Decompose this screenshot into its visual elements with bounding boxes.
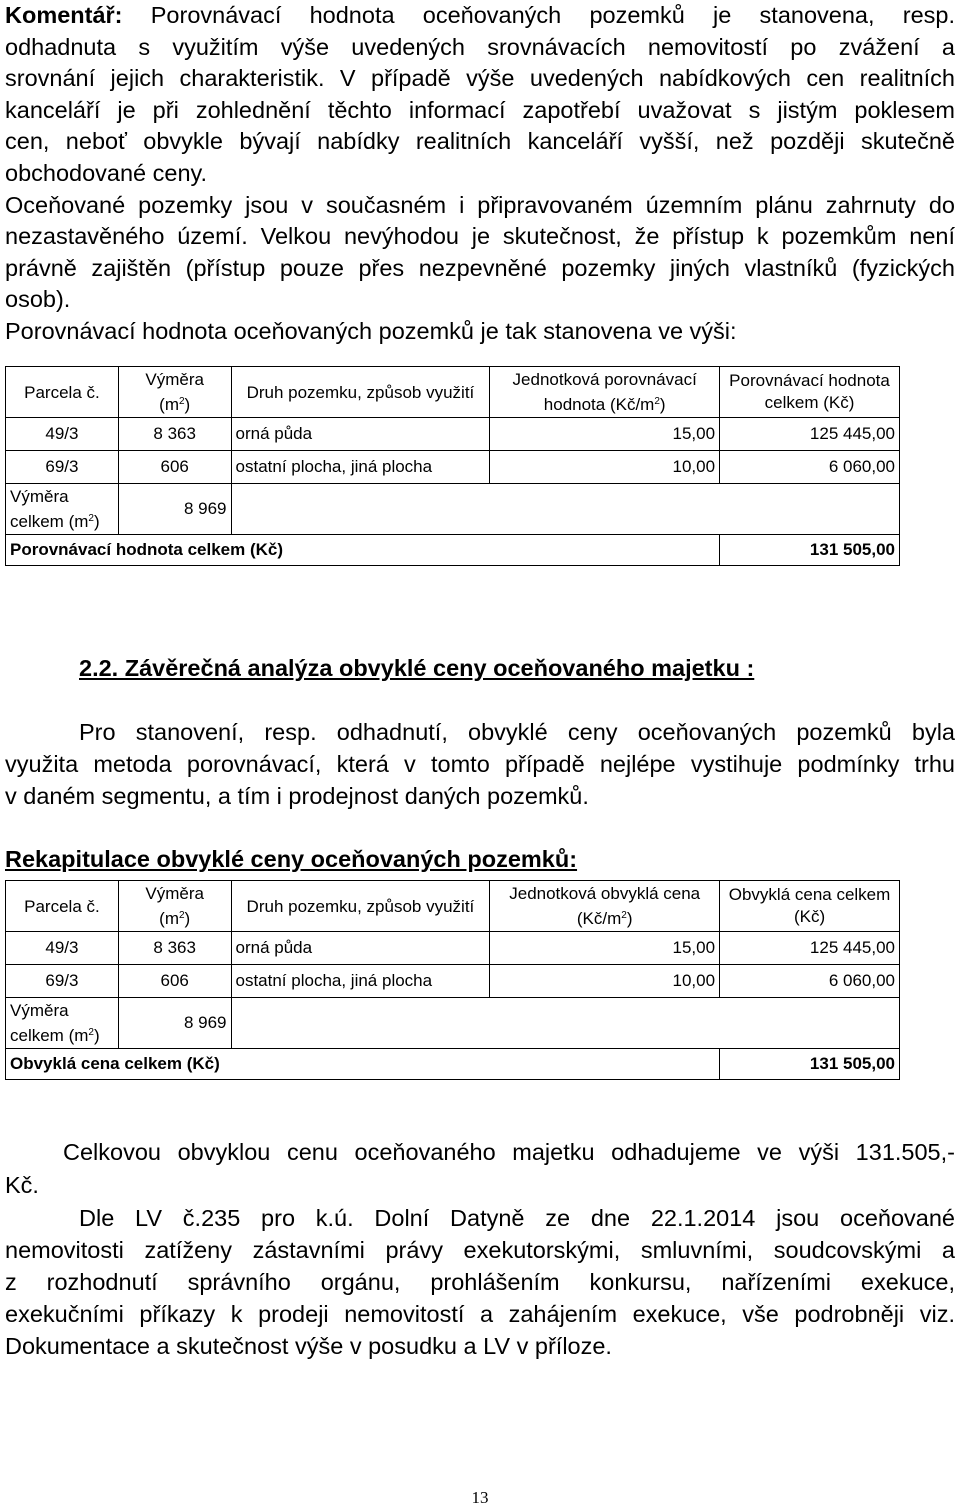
comment-line-1: Komentář: Porovnávací hodnota oceňovaných pozemků je stanovena, resp. bbox=[5, 2, 956, 28]
total-value: 131 505,00 bbox=[720, 535, 900, 566]
total-label: Porovnávací hodnota celkem (Kč) bbox=[6, 535, 720, 566]
header-parcela: Parcela č. bbox=[6, 881, 119, 932]
comment-line-8: nezastavěného území. Velkou nevýhodou je skutečnost, že přístup k pozemkům není bbox=[5, 223, 955, 250]
area-sum-empty bbox=[231, 998, 900, 1049]
lv-line-2: nemovitosti zatíženy zástavními právy exekutorskými, smluvními, soudcovskými a bbox=[5, 1237, 955, 1263]
table-header-row bbox=[6, 881, 900, 932]
lv-line-4: exekučními příkazy k prodeji nemovitostí a zahájením exekuce, vše podrobněji viz. bbox=[5, 1301, 955, 1327]
header-jednotkova: Jednotková porovnávací hodnota $(Kč/m^2)$ bbox=[490, 367, 720, 418]
total-row bbox=[6, 535, 900, 566]
page-number: 13 bbox=[471, 1488, 489, 1507]
total-row bbox=[6, 1049, 900, 1080]
comment-line-11: Porovnávací hodnota oceňovaných pozemků je tak stanovena ve výši: bbox=[5, 318, 737, 344]
section-para-line-1: Pro stanovení, resp. odhadnutí, obvyklé ceny oceňovaných pozemků byla bbox=[79, 719, 955, 745]
area-sum-value: 8 969 bbox=[118, 998, 231, 1049]
cell-parcela: 49/3 bbox=[6, 418, 119, 451]
header-jednotkova: Jednotková obvyklá cena $(Kč/m^2)$ bbox=[490, 881, 720, 932]
cell-vymera: 606 bbox=[118, 965, 231, 998]
closing-line-1: Celkovou obvyklou cenu oceňovaného majetku odhadujeme ve výši 131.505,- bbox=[63, 1139, 955, 1165]
comment-line-3: srovnání jejich charakteristik. V případě výše uvedených nabídkových cen realitních bbox=[5, 65, 955, 92]
table-row bbox=[6, 932, 900, 965]
area-sum-row bbox=[6, 484, 900, 535]
cell-druh: ostatní plocha, jiná plocha bbox=[231, 451, 490, 484]
comparison-value-table bbox=[5, 366, 900, 566]
cell-celkem: 125 445,00 bbox=[720, 418, 900, 451]
area-sum-value: 8 969 bbox=[118, 484, 231, 535]
table-row bbox=[6, 451, 900, 484]
cell-parcela: 69/3 bbox=[6, 451, 119, 484]
table-row bbox=[6, 965, 900, 998]
header-celkem: Obvyklá cena celkem (Kč) bbox=[720, 881, 900, 932]
header-druh: Druh pozemku, způsob využití bbox=[231, 367, 490, 418]
header-druh: Druh pozemku, způsob využití bbox=[231, 881, 490, 932]
comment-line-7: Oceňované pozemky jsou v současném i připravovaném územním plánu zahrnuty do bbox=[5, 191, 955, 218]
header-celkem: Porovnávací hodnota celkem (Kč) bbox=[720, 367, 900, 418]
cell-celkem: 125 445,00 bbox=[720, 932, 900, 965]
usual-price-table bbox=[5, 880, 900, 1080]
cell-druh: ostatní plocha, jiná plocha bbox=[231, 965, 490, 998]
cell-parcela: 49/3 bbox=[6, 932, 119, 965]
closing-line-2: Kč. bbox=[5, 1172, 39, 1198]
area-sum-empty bbox=[231, 484, 899, 535]
section-heading: 2.2. Závěrečná analýza obvyklé ceny oceňovaného majetku : bbox=[79, 655, 755, 681]
cell-vymera: 8 363 bbox=[118, 932, 231, 965]
cell-vymera: 606 bbox=[118, 451, 231, 484]
recap-heading: Rekapitulace obvyklé ceny oceňovaných pozemků: bbox=[5, 846, 578, 872]
total-label: Obvyklá cena celkem (Kč) bbox=[6, 1049, 720, 1080]
header-vymera: Výměra $(m^2)$ bbox=[118, 367, 231, 418]
lv-line-5: Dokumentace a skutečnost výše v posudku a LV v příloze. bbox=[5, 1333, 612, 1359]
table-header-row bbox=[6, 367, 900, 418]
cell-druh: orná půda bbox=[231, 932, 490, 965]
comment-line-10: osob). bbox=[5, 286, 71, 313]
area-sum-label: Výměra celkem $(m^2)$ bbox=[6, 484, 119, 535]
lv-line-3: z rozhodnutí správního orgánu, prohlášením konkursu, nařízeními exekuce, bbox=[5, 1269, 955, 1295]
lv-line-1: Dle LV č.235 pro k.ú. Dolní Datyně ze dne 22.1.2014 jsou oceňované bbox=[79, 1205, 955, 1231]
area-sum-label: Výměra celkem $(m^2)$ bbox=[6, 998, 119, 1049]
cell-jednotkova: 15,00 bbox=[490, 418, 720, 451]
comment-line-5: cen, neboť obvykle bývají nabídky realitních kanceláří vyšší, než později skutečně bbox=[5, 128, 955, 155]
section-para-line-2: využita metoda porovnávací, která v tomto případě nejlépe vystihuje podmínky trhu bbox=[5, 751, 955, 777]
comment-line-2: odhadnuta s využitím výše uvedených srovnávacích nemovitostí po zvážení a bbox=[5, 33, 955, 60]
header-vymera: Výměra $(m^2)$ bbox=[118, 881, 231, 932]
comment-line-6: obchodované ceny. bbox=[5, 160, 208, 186]
cell-jednotkova: 10,00 bbox=[490, 451, 720, 484]
total-value: 131 505,00 bbox=[720, 1049, 900, 1080]
cell-celkem: 6 060,00 bbox=[720, 451, 900, 484]
comment-label: Komentář: bbox=[5, 2, 123, 28]
cell-parcela: 69/3 bbox=[6, 965, 119, 998]
header-parcela: Parcela č. bbox=[6, 367, 119, 418]
comment-line-9: právně zajištěn (přístup pouze přes nezpevněné pozemky jiných vlastníků (fyzických bbox=[5, 254, 955, 281]
comment-line-4: kanceláří je při zohlednění těchto informací zapotřebí uvažovat s jistým poklesem bbox=[5, 96, 955, 123]
cell-jednotkova: 15,00 bbox=[490, 932, 720, 965]
section-para-line-3: v daném segmentu, a tím i prodejnost daných pozemků. bbox=[5, 783, 589, 809]
area-sum-row bbox=[6, 998, 900, 1049]
cell-druh: orná půda bbox=[231, 418, 490, 451]
cell-celkem: 6 060,00 bbox=[720, 965, 900, 998]
table-row bbox=[6, 418, 900, 451]
cell-jednotkova: 10,00 bbox=[490, 965, 720, 998]
cell-vymera: 8 363 bbox=[118, 418, 231, 451]
